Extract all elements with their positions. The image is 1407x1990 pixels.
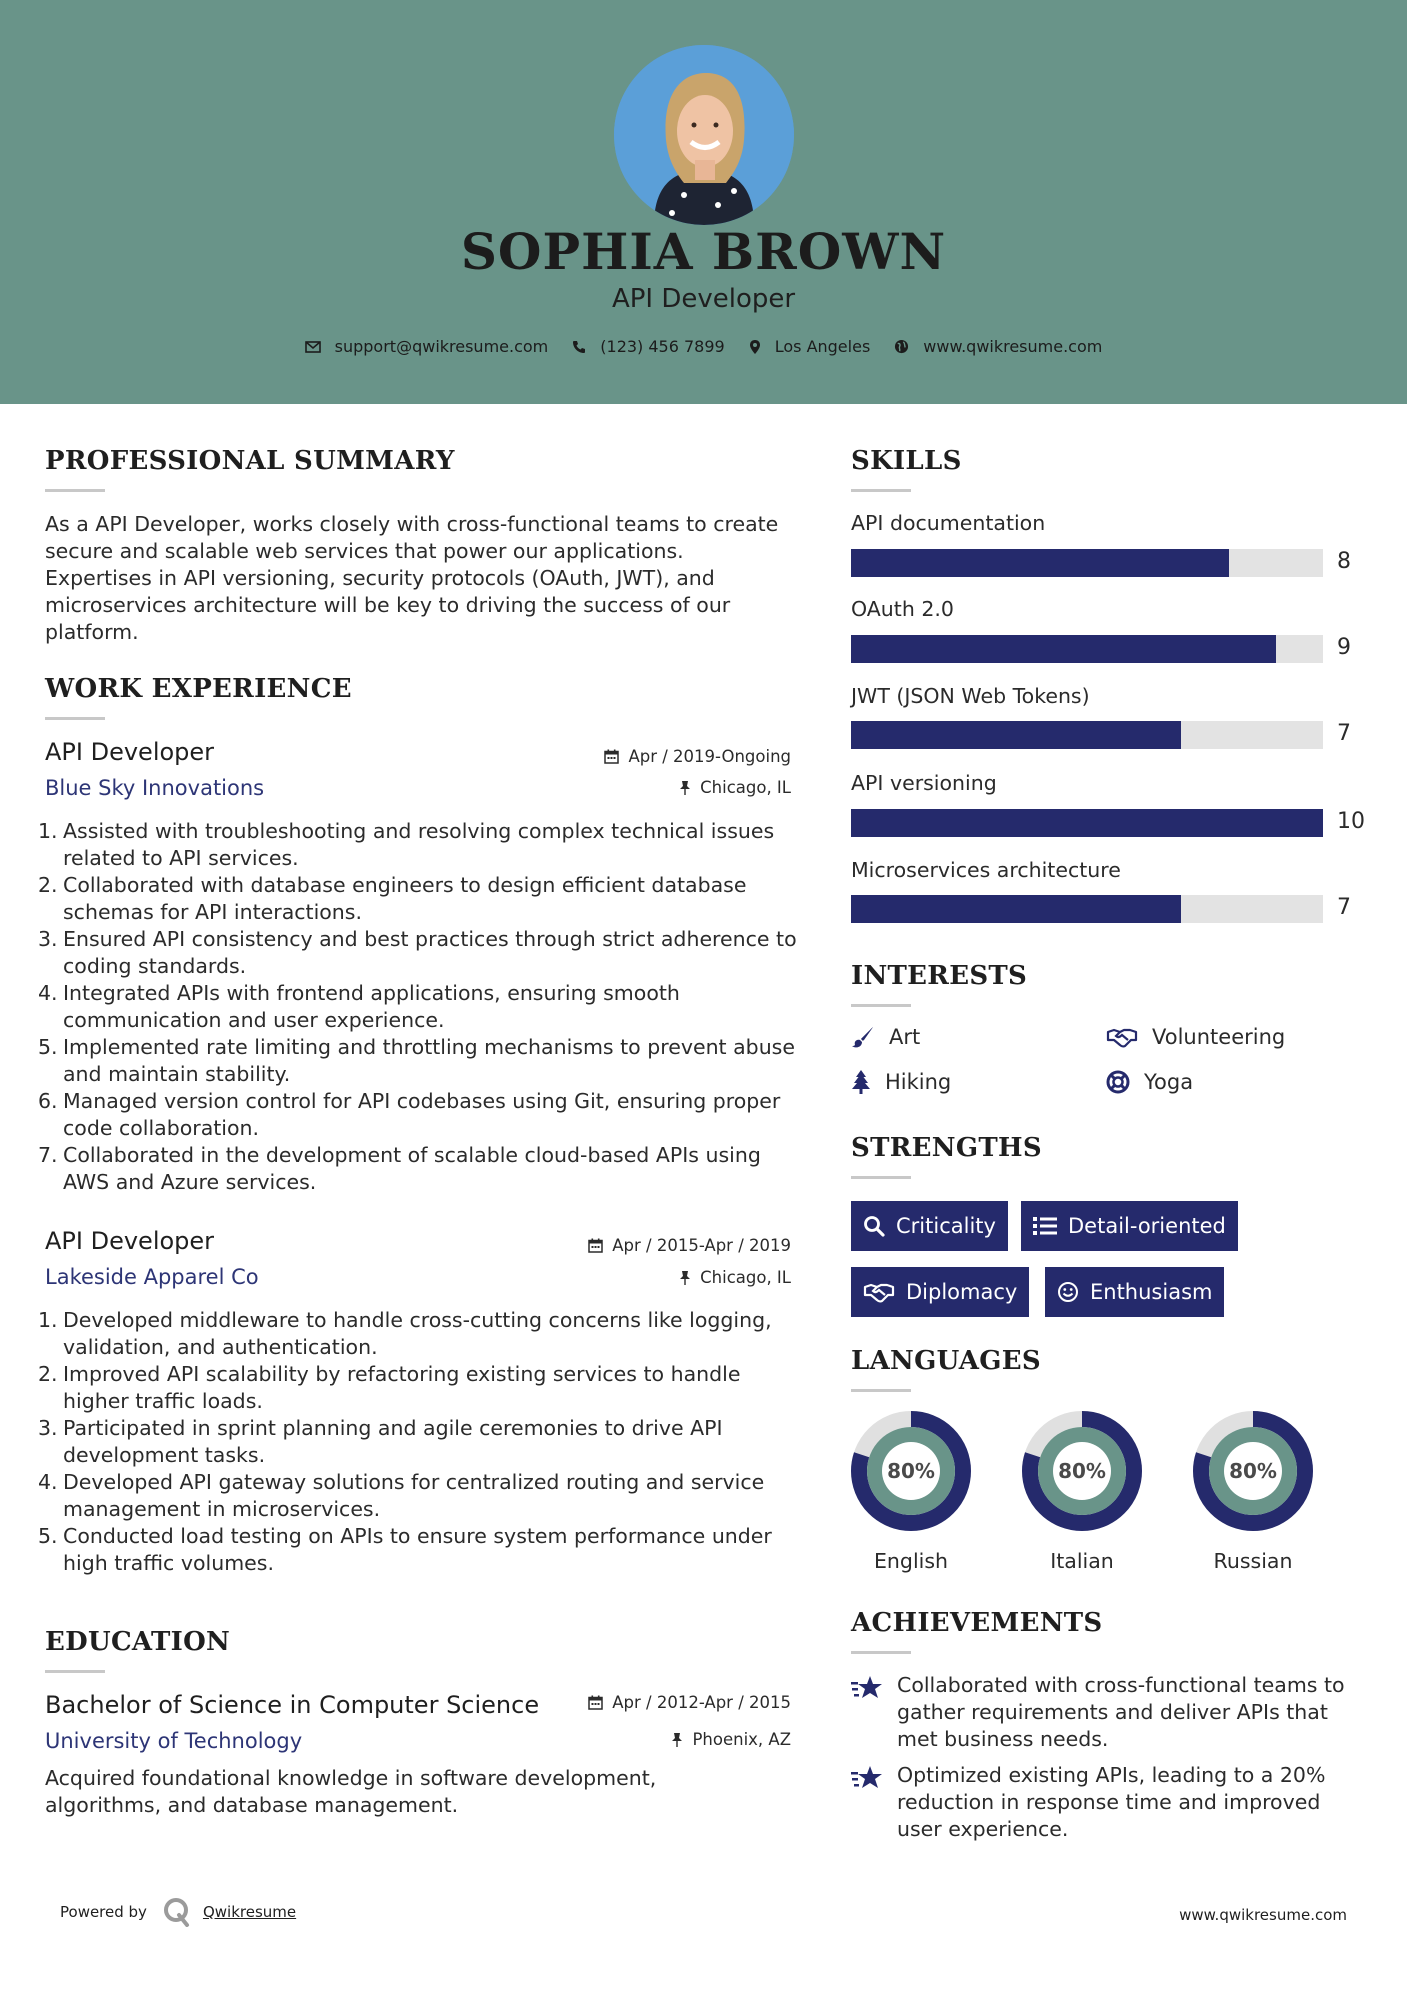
calendar-icon — [604, 749, 619, 764]
smile-icon — [1057, 1281, 1079, 1303]
interest-item — [851, 1025, 920, 1049]
list-item: 3. Ensured API consistency and best practices through strict adherence to coding standards. — [38, 927, 797, 978]
achievement-text: Collaborated with cross-functional teams to gather requirements and deliver APIs that met business needs. — [897, 1673, 1345, 1751]
language-gauge — [849, 1409, 973, 1533]
list-item: 6. Managed version control for API codebases using Git, ensuring proper code collaboration. — [38, 1089, 781, 1140]
summary-text: As a API Developer, works closely with cross-functional teams to create secure and scalable web services that power our applications. Expertises in API versioning, security protocols (OAuth, JWT), and microservices architecture will be key to driving the success of our platform. — [45, 512, 779, 644]
interest-label: Volunteering — [1152, 1025, 1286, 1049]
star-award-icon — [851, 1764, 883, 1790]
contact-phone[interactable] — [572, 337, 724, 356]
interest-item — [851, 1070, 951, 1094]
skill-name: API versioning — [851, 771, 997, 795]
profile-photo-image — [614, 45, 794, 225]
strength-chip — [851, 1267, 1029, 1317]
list-item: 4. Integrated APIs with frontend applications, ensuring smooth communication and user experience. — [38, 981, 680, 1032]
skill-level: 7 — [1337, 721, 1351, 746]
language-name: English — [873, 1549, 949, 1573]
phone-text: (123) 456 7899 — [600, 337, 725, 356]
job-dates-text: Apr / 2015-Apr / 2019 — [612, 1236, 791, 1255]
language-name: Italian — [1050, 1549, 1114, 1573]
education-heading-rule — [45, 1670, 105, 1673]
job-location-text: Chicago, IL — [700, 1268, 791, 1287]
contact-location — [749, 337, 871, 356]
interest-item — [1106, 1025, 1285, 1049]
skill-bar — [851, 721, 1323, 749]
qwikresume-logo-icon — [163, 1897, 191, 1927]
achievement-item — [851, 1672, 1371, 1753]
interest-label: Art — [889, 1025, 921, 1049]
job-responsibilities-list — [38, 818, 798, 1196]
envelope-icon — [305, 340, 321, 354]
star-award-icon — [851, 1674, 883, 1700]
skill-level: 10 — [1337, 809, 1365, 834]
language-percent: 80% — [1058, 1459, 1106, 1483]
strength-chip — [851, 1201, 1008, 1251]
qwikresume-link[interactable]: Qwikresume — [202, 1903, 297, 1921]
language-gauge — [1191, 1409, 1315, 1533]
list-item: 7. Collaborated in the development of scalable cloud-based APIs using AWS and Azure services. — [38, 1143, 761, 1194]
interest-item — [1106, 1070, 1193, 1094]
pushpin-icon — [671, 1732, 683, 1747]
list-item: 5. Conducted load testing on APIs to ensure system performance under high traffic volumes. — [38, 1524, 772, 1575]
summary-heading-rule — [45, 489, 105, 492]
degree-title: Bachelor of Science in Computer Science — [45, 1691, 540, 1719]
languages-heading-rule — [851, 1389, 911, 1392]
phone-icon — [572, 340, 586, 354]
search-icon — [863, 1215, 885, 1237]
skill-bar — [851, 635, 1323, 663]
job-title: API Developer — [45, 738, 215, 766]
interests-heading-rule — [851, 1004, 911, 1007]
strengths-heading: STRENGTHS — [851, 1133, 1042, 1163]
list-item: 1. Developed middleware to handle cross-cutting concerns like logging, validation, and authentication. — [38, 1308, 772, 1359]
footer-url[interactable]: www.qwikresume.com — [1179, 1906, 1347, 1924]
candidate-name: SOPHIA BROWN — [460, 222, 947, 281]
languages-heading: LANGUAGES — [851, 1346, 1041, 1376]
pushpin-icon — [679, 1270, 691, 1285]
tree-icon — [851, 1070, 871, 1094]
education-dates — [588, 1693, 791, 1712]
education-dates-text: Apr / 2012-Apr / 2015 — [612, 1693, 791, 1712]
skill-bar-fill — [851, 635, 1276, 663]
handshake-icon — [1106, 1026, 1138, 1048]
achievement-item — [851, 1762, 1371, 1843]
job-title: API Developer — [45, 1227, 215, 1255]
globe-icon — [894, 339, 909, 354]
job-dates — [604, 747, 791, 766]
skill-bar-fill — [851, 809, 1323, 837]
powered-by-text: Powered by — [60, 1903, 147, 1921]
language-item — [1020, 1409, 1144, 1573]
education-location — [671, 1730, 791, 1749]
strengths-heading-rule — [851, 1176, 911, 1179]
list-item: 2. Collaborated with database engineers to design efficient database schemas for API interactions. — [38, 873, 747, 924]
pushpin-icon — [679, 780, 691, 795]
list-item: 2. Improved API scalability by refactoring existing services to handle higher traffic loads. — [38, 1362, 741, 1413]
lifebuoy-icon — [1106, 1070, 1130, 1094]
interest-label: Yoga — [1144, 1070, 1194, 1094]
skill-level: 8 — [1337, 549, 1351, 574]
website-text: www.qwikresume.com — [923, 337, 1103, 356]
list-item: 3. Participated in sprint planning and agile ceremonies to drive API development tasks. — [38, 1416, 723, 1467]
education-heading: EDUCATION — [45, 1627, 231, 1657]
language-item — [1191, 1409, 1315, 1573]
strength-label: Diplomacy — [906, 1280, 1018, 1304]
company-name: Lakeside Apparel Co — [45, 1265, 259, 1289]
skills-heading-rule — [851, 489, 911, 492]
skill-bar — [851, 549, 1323, 577]
education-location-text: Phoenix, AZ — [692, 1730, 791, 1749]
job-dates — [588, 1236, 791, 1255]
list-icon — [1033, 1216, 1057, 1236]
achievements-heading: ACHIEVEMENTS — [851, 1608, 1103, 1638]
company-name: Blue Sky Innovations — [45, 776, 265, 800]
resume-header — [0, 0, 1407, 404]
calendar-icon — [588, 1238, 603, 1253]
summary-heading: PROFESSIONAL SUMMARY — [45, 446, 455, 476]
profile-photo — [614, 45, 794, 225]
skill-bar — [851, 809, 1323, 837]
skill-name: JWT (JSON Web Tokens) — [851, 684, 1090, 708]
education-description: Acquired foundational knowledge in software development, algorithms, and database management. — [45, 1766, 657, 1817]
job-location-text: Chicago, IL — [700, 778, 791, 797]
language-gauge — [1020, 1409, 1144, 1533]
list-item: 1. Assisted with troubleshooting and resolving complex technical issues related to API services. — [38, 819, 775, 870]
list-item: 4. Developed API gateway solutions for centralized routing and service management in microservices. — [38, 1470, 765, 1521]
school-name: University of Technology — [45, 1729, 303, 1753]
strength-label: Detail-oriented — [1068, 1214, 1226, 1238]
contact-website[interactable] — [894, 337, 1102, 356]
interest-label: Hiking — [885, 1070, 952, 1094]
job-location — [679, 778, 791, 797]
location-text: Los Angeles — [774, 337, 871, 356]
achievements-heading-rule — [851, 1651, 911, 1654]
footer-branding — [60, 1897, 296, 1927]
job-responsibilities-list — [38, 1307, 798, 1577]
strength-chip — [1021, 1201, 1238, 1251]
interests-heading: INTERESTS — [851, 961, 1028, 991]
experience-heading-rule — [45, 717, 105, 720]
skill-bar-fill — [851, 721, 1181, 749]
skill-bar-fill — [851, 895, 1181, 923]
candidate-role: API Developer — [611, 284, 796, 314]
contact-row — [0, 337, 1407, 356]
strength-label: Enthusiasm — [1090, 1280, 1213, 1304]
paintbrush-icon — [851, 1025, 875, 1049]
calendar-icon — [588, 1695, 603, 1710]
language-item — [849, 1409, 973, 1573]
email-text: support@qwikresume.com — [334, 337, 549, 356]
job-dates-text: Apr / 2019-Ongoing — [628, 747, 791, 766]
language-percent: 80% — [1229, 1459, 1277, 1483]
skill-name: Microservices architecture — [851, 858, 1121, 882]
skill-name: API documentation — [851, 511, 1046, 535]
skill-bar-fill — [851, 549, 1229, 577]
list-item: 5. Implemented rate limiting and throttling mechanisms to prevent abuse and maintain stability. — [38, 1035, 795, 1086]
language-percent: 80% — [887, 1459, 935, 1483]
map-pin-icon — [749, 339, 761, 355]
skill-name: OAuth 2.0 — [851, 597, 954, 621]
language-name: Russian — [1213, 1549, 1293, 1573]
skill-level: 7 — [1337, 895, 1351, 920]
strength-label: Criticality — [896, 1214, 996, 1238]
handshake-icon — [863, 1281, 895, 1303]
strength-chip — [1045, 1267, 1224, 1317]
achievement-text: Optimized existing APIs, leading to a 20% reduction in response time and improved user experience. — [897, 1763, 1326, 1841]
skills-heading: SKILLS — [851, 446, 962, 476]
job-location — [679, 1268, 791, 1287]
contact-email[interactable] — [305, 337, 549, 356]
skill-level: 9 — [1337, 635, 1351, 660]
experience-heading: WORK EXPERIENCE — [45, 674, 352, 704]
skill-bar — [851, 895, 1323, 923]
